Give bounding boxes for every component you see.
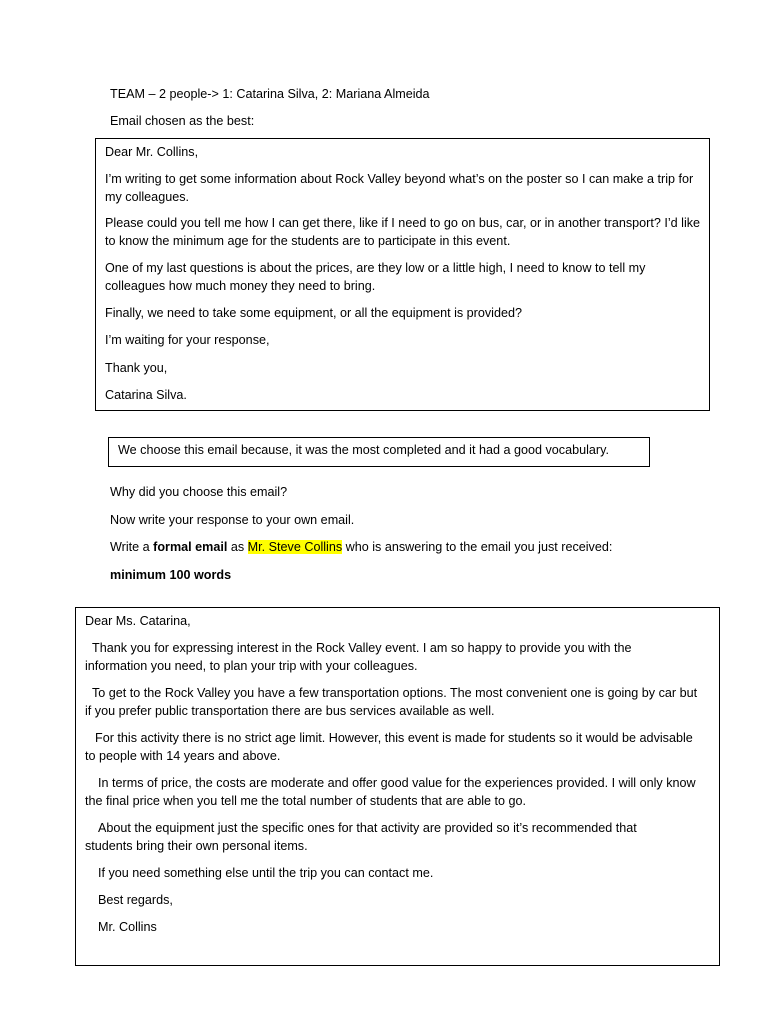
min-words-line: minimum 100 words bbox=[110, 568, 232, 582]
team-line: TEAM – 2 people-> 1: Catarina Silva, 2: Mariana Almeida bbox=[110, 87, 430, 101]
reason-box bbox=[108, 437, 650, 467]
instruction-prefix: Write a bbox=[110, 540, 154, 554]
response-email-paragraph-6: If you need something else until the trip you can contact me. bbox=[98, 866, 434, 880]
question-line: Why did you choose this email? bbox=[110, 485, 288, 499]
chosen-email-signature: Catarina Silva. bbox=[105, 388, 187, 402]
response-email-paragraph-1: Thank you for expressing interest in the Rock Valley event. I am so happy to provide you with the information you need, to plan your trip with your colleagues. bbox=[85, 641, 632, 673]
chosen-email-paragraph-3: One of my last questions is about the prices, are they low or a little high, I need to know to tell my colleagues how much money they need to bring. bbox=[105, 261, 646, 293]
write-response-line: Now write your response to your own email. bbox=[110, 513, 355, 527]
response-email-closing: Best regards, bbox=[98, 893, 173, 907]
reason-text: We choose this email because, it was the most completed and it had a good vocabulary. bbox=[118, 443, 609, 457]
highlighted-name: Mr. Steve Collins bbox=[247, 540, 343, 554]
chosen-email-paragraph-5: I’m waiting for your response, bbox=[105, 333, 270, 347]
instruction-as: as bbox=[227, 540, 248, 554]
chosen-email-paragraph-2: Please could you tell me how I can get there, like if I need to go on bus, car, or in another transport? I’d like to know the minimum age for the students are to participate in this event. bbox=[105, 216, 701, 248]
formal-email-instruction bbox=[110, 539, 612, 557]
response-email-paragraph-3: For this activity there is no strict age limit. However, this event is made for students so it would be advisable to people with 14 years and above. bbox=[85, 731, 693, 763]
chosen-email-paragraph-4: Finally, we need to take some equipment, or all the equipment is provided? bbox=[105, 306, 522, 320]
chosen-email-paragraph-1: I’m writing to get some information about Rock Valley beyond what’s on the poster so I can make a trip for my colleagues. bbox=[105, 172, 694, 204]
response-email-paragraph-4: In terms of price, the costs are moderate and offer good value for the experiences provided. I will only know the final price when you tell me the total number of students that are able to go. bbox=[85, 776, 696, 808]
chosen-email-box bbox=[95, 138, 710, 411]
chosen-email-paragraph-6: Thank you, bbox=[105, 361, 168, 375]
formal-email-text: formal email bbox=[153, 540, 228, 554]
response-email-greeting: Dear Ms. Catarina, bbox=[85, 614, 191, 628]
response-email-paragraph-5: About the equipment just the specific ones for that activity are provided so it’s recommended that students bring their own personal items. bbox=[85, 821, 637, 853]
chosen-email-greeting: Dear Mr. Collins, bbox=[105, 145, 199, 159]
chosen-label: Email chosen as the best: bbox=[110, 114, 255, 128]
response-email-signature: Mr. Collins bbox=[98, 920, 157, 934]
instruction-suffix: who is answering to the email you just received: bbox=[342, 540, 613, 554]
response-email-box bbox=[75, 607, 720, 966]
response-email-paragraph-2: To get to the Rock Valley you have a few transportation options. The most convenient one is going by car but if you prefer public transportation there are bus services available as well. bbox=[85, 686, 698, 718]
